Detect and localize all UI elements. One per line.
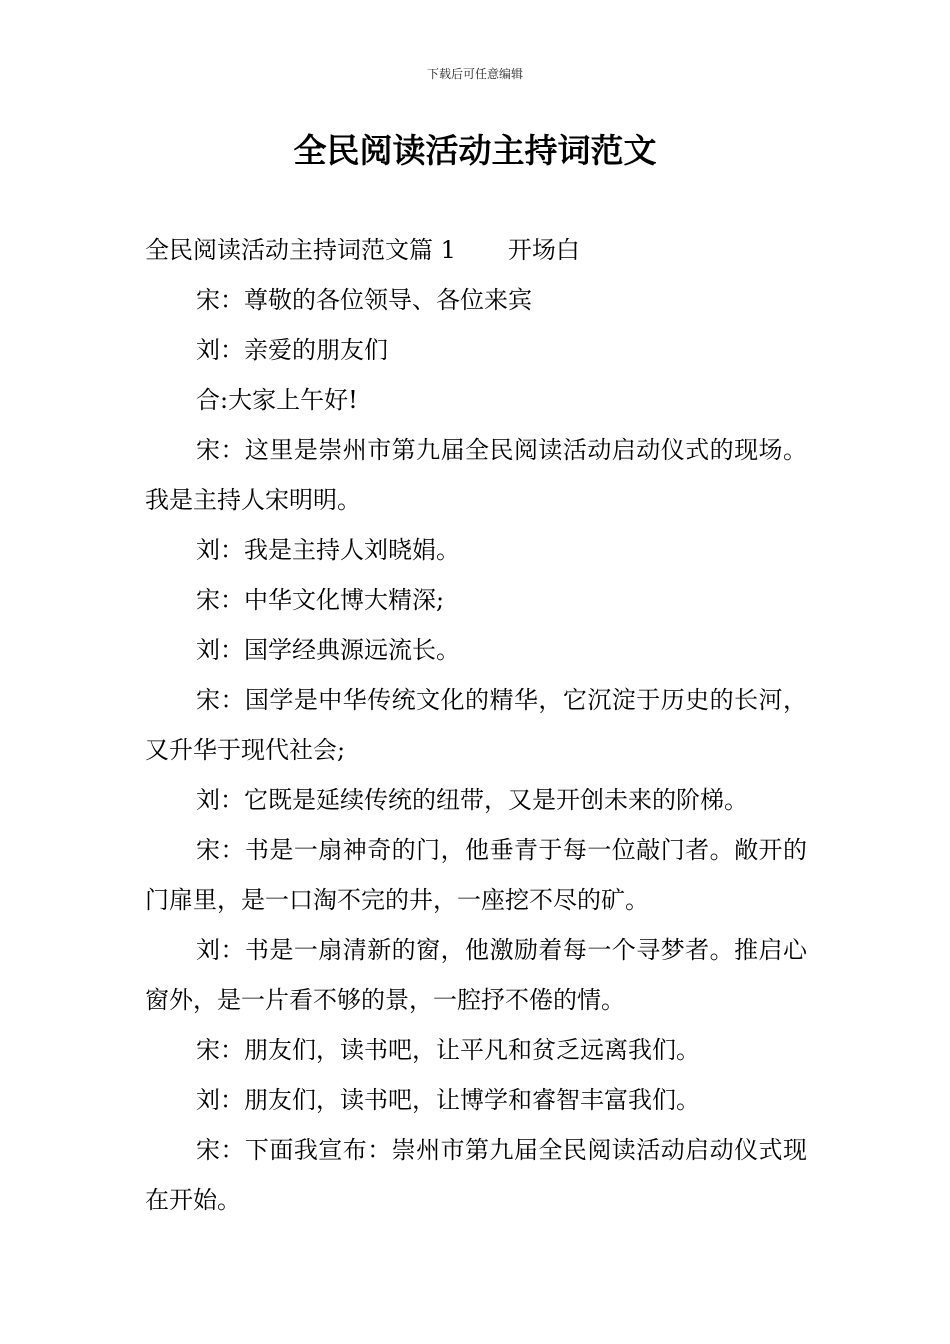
document-title: 全民阅读活动主持词范文 — [293, 131, 657, 170]
paragraph: 宋：尊敬的各位领导、各位来宾 — [196, 286, 532, 314]
paragraph: 刘：书是一扇清新的窗，他激励着每一个寻梦者。推启心窗外，是一片看不够的景，一腔抒不倦的情。 — [145, 936, 807, 1014]
document-body — [145, 225, 807, 1225]
paragraph: 宋：这里是崇州市第九届全民阅读活动启动仪式的现场。我是主持人宋明明。 — [145, 436, 807, 514]
paragraph: 刘：国学经典源远流长。 — [196, 636, 460, 664]
paragraph: 宋：国学是中华传统文化的精华，它沉淀于历史的长河，又升华于现代社会; — [145, 686, 807, 764]
header-note: 下载后可任意编辑 — [426, 67, 523, 81]
paragraph: 刘：它既是延续传统的纽带，又是开创未来的阶梯。 — [196, 786, 748, 814]
paragraph: 合:大家上午好! — [196, 386, 358, 414]
paragraph: 宋：中华文化博大精深; — [196, 586, 445, 614]
paragraph: 刘：我是主持人刘晓娟。 — [196, 536, 460, 564]
paragraph: 刘：朋友们，读书吧，让博学和睿智丰富我们。 — [196, 1086, 700, 1114]
paragraph: 宋：朋友们，读书吧，让平凡和贫乏远离我们。 — [196, 1036, 700, 1064]
section-heading-title: 全民阅读活动主持词范文篇 1 — [145, 236, 456, 264]
paragraph: 刘：亲爱的朋友们 — [196, 336, 388, 364]
paragraph: 宋：书是一扇神奇的门，他垂青于每一位敲门者。敞开的门扉里，是一口淘不完的井，一座挖不尽的矿。 — [145, 836, 807, 914]
section-heading — [145, 225, 807, 275]
section-subheading: 开场白 — [507, 236, 580, 264]
paragraph: 宋：下面我宣布：崇州市第九届全民阅读活动启动仪式现在开始。 — [145, 1136, 807, 1214]
